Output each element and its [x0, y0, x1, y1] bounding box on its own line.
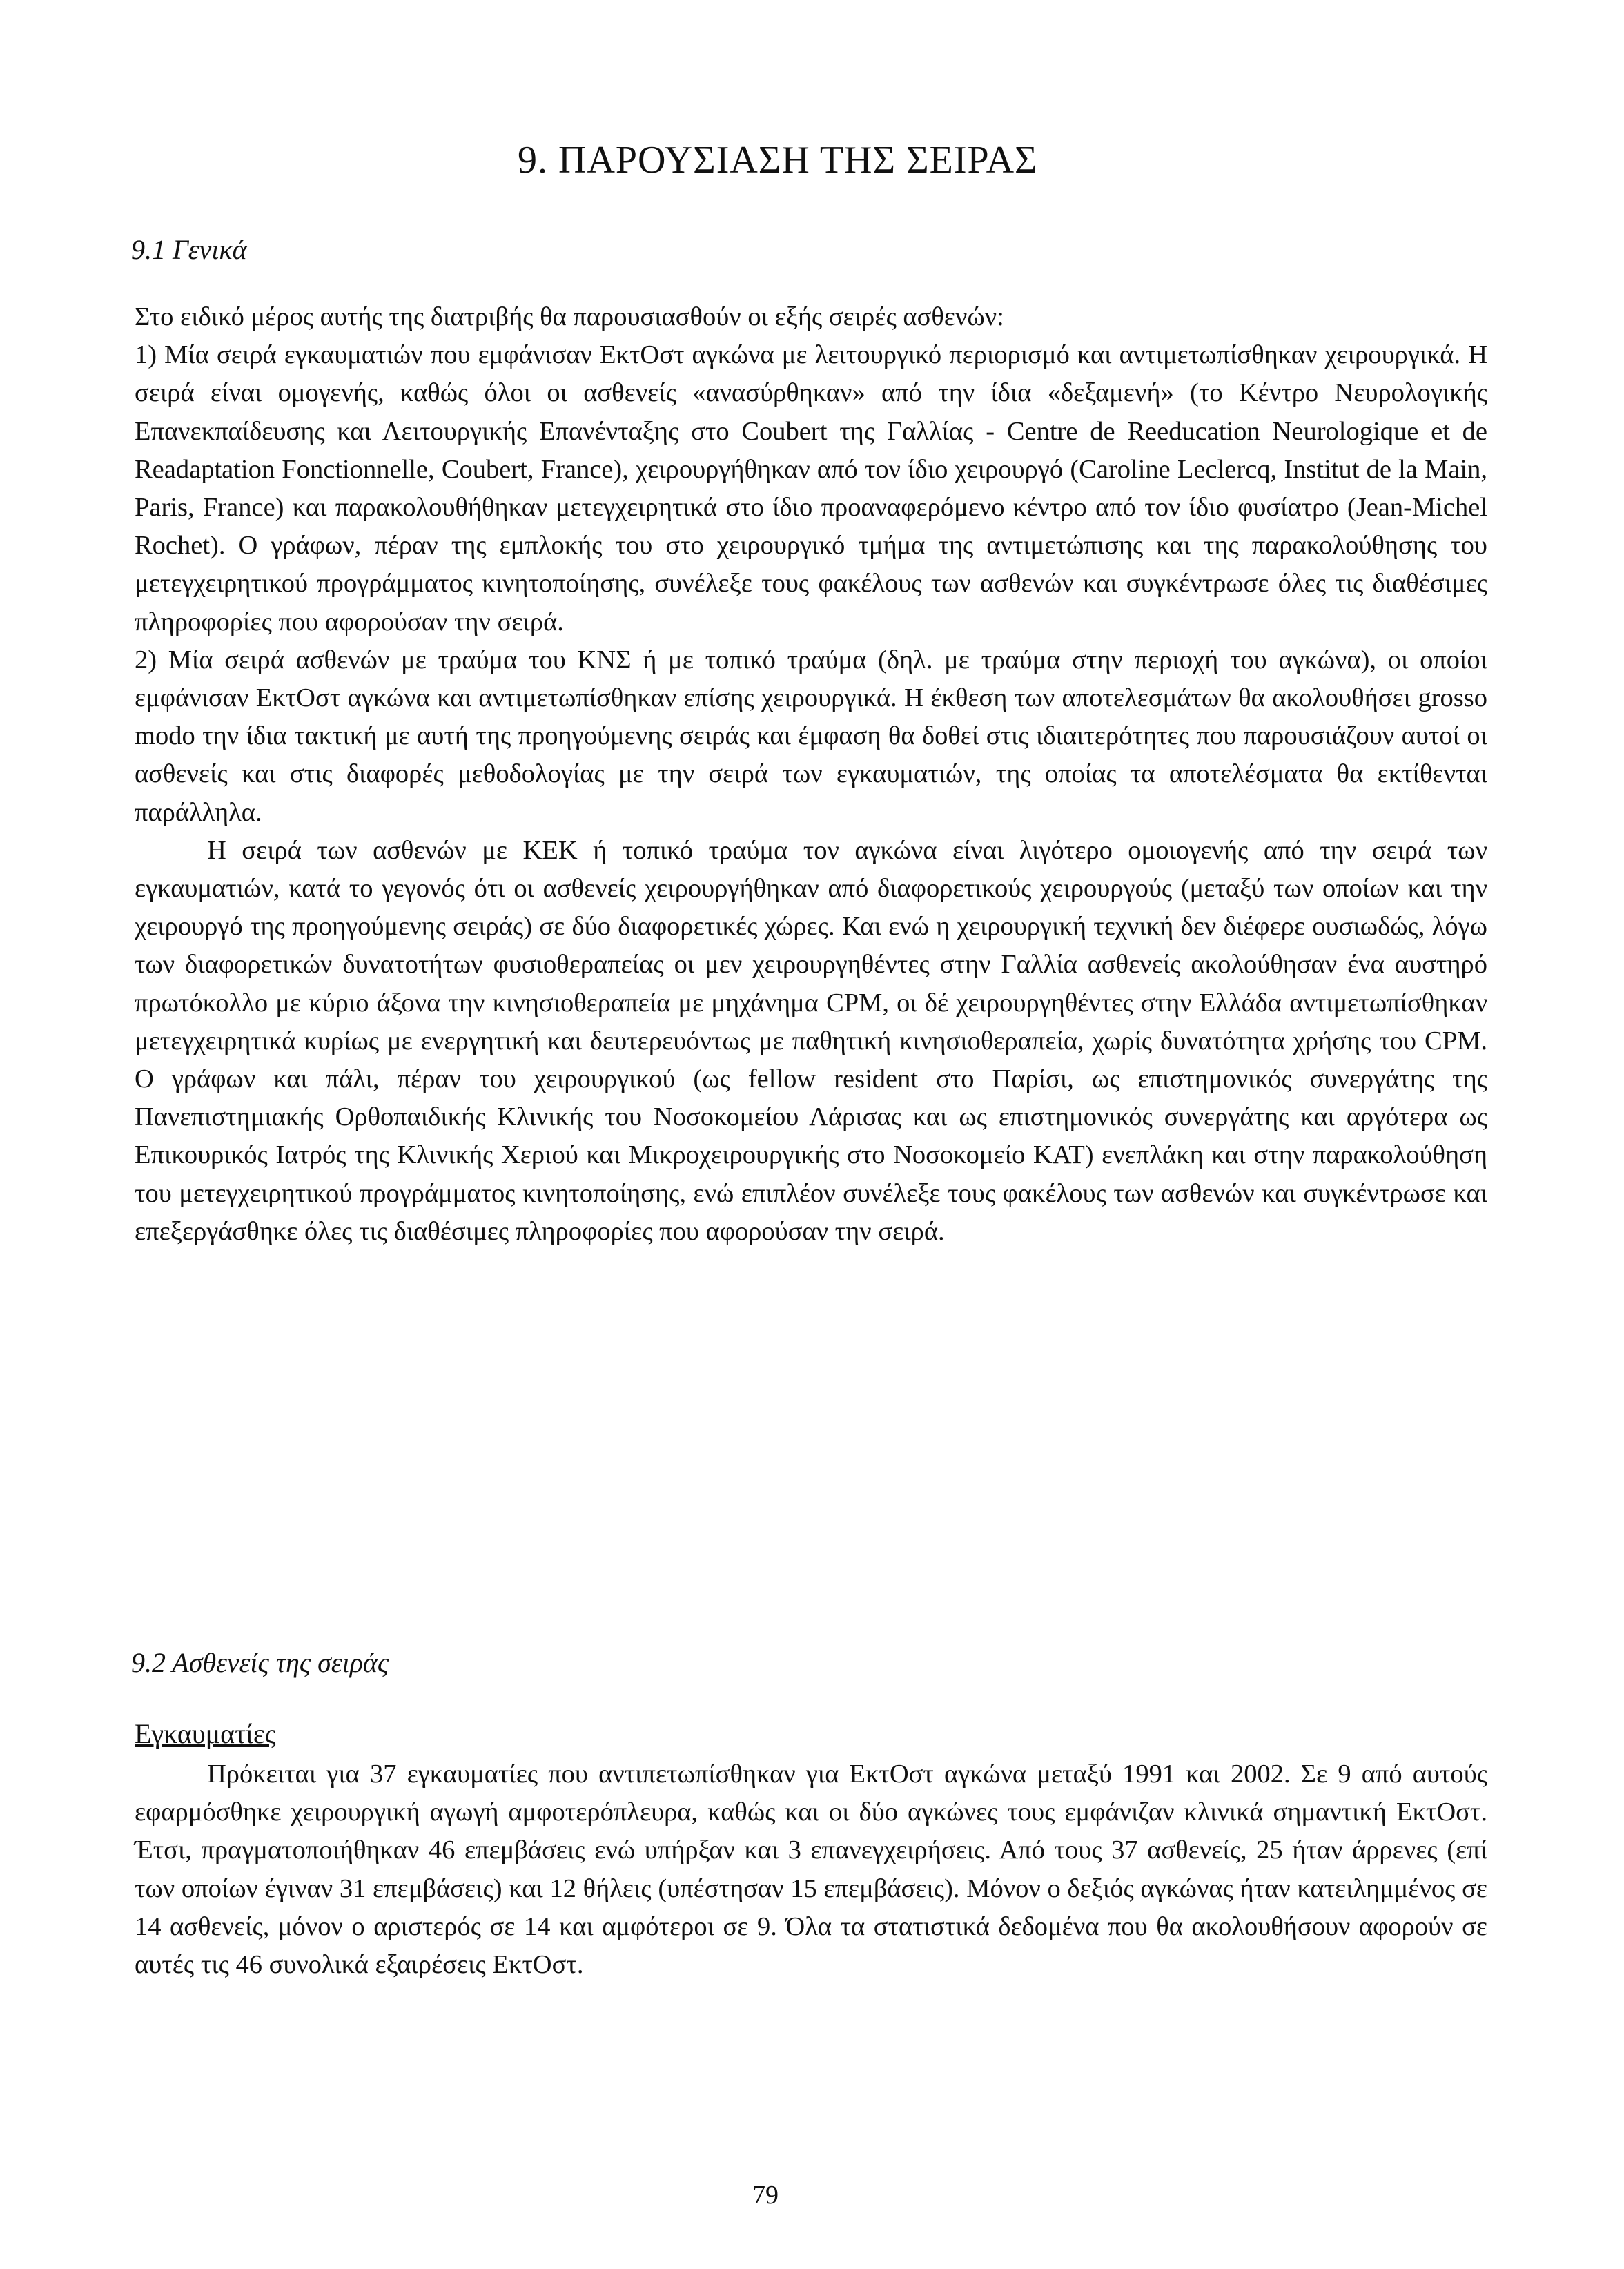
page-number: 79 — [752, 2181, 779, 2210]
paragraph: 1) Μία σειρά εγκαυματιών που εμφάνισαν ΕκτΟστ αγκώνα με λειτουργικό περιορισμό και αντιμετωπίσθηκαν χειρουργικά. Η σειρά είναι ομογενής, καθώς όλοι οι ασθενείς «ανασύρθηκαν» από την ίδια «δεξαμενή» (το Κέντρο Νευρολογικής Επανεκπαίδευσης και Λειτουργικής Επανένταξης στο Coubert της Γαλλίας - Centre de Reeducation Neurologique et de Readaptation Fonctionnelle, Coubert, France), χειρουργήθηκαν από τον ίδιο χειρουργό (Caroline Leclercq, Institut de la Main, Paris, France) και παρακολουθήθηκαν μετεγχειρητικά στο ίδιο προαναφερόμενο κέντρο από τον ίδιο φυσίατρο (Jean-Michel Rochet). Ο γράφων, πέραν της εμπλοκής του στο χειρουργικό τμήμα της αντιμετώπισης και της παρακολούθησης του μετεγχειρητικού προγράμματος κινητοποίησης, συνέλεξε τους φακέλους των ασθενών και συγκέντρωσε όλες τις διαθέσιμες πληροφορίες που αφορούσαν την σειρά. — [135, 340, 1487, 636]
paragraph: 2) Μία σειρά ασθενών με τραύμα του ΚΝΣ ή με τοπικό τραύμα (δηλ. με τραύμα στην περιοχή του αγκώνα), οι οποίοι εμφάνισαν ΕκτΟστ αγκώνα και αντιμετωπίσθηκαν επίσης χειρουργικά. Η έκθεση των αποτελεσμάτων θα ακολουθήσει grosso modo την ίδια τακτική με αυτή της προηγούμενης σειράς και έμφαση θα δοθεί στις ιδιαιτερότητες που παρουσιάζουν αυτοί οι ασθενείς και στις διαφορές μεθοδολογίας με την σειρά των εγκαυματιών, της οποίας τα αποτελέσματα θα εκτίθενται παράλληλα. — [135, 645, 1487, 827]
section-heading-general: 9.1 Γενικά — [131, 234, 247, 265]
chapter-title: 9. ΠΑΡΟΥΣΙΑΣΗ ΤΗΣ ΣΕΙΡΑΣ — [518, 139, 1038, 182]
section-patients-body — [135, 1755, 1487, 1984]
paragraph: Η σειρά των ασθενών με ΚΕΚ ή τοπικό τραύμα τον αγκώνα είναι λιγότερο ομοιογενής από την σειρά των εγκαυματιών, κατά το γεγονός ότι οι ασθενείς χειρουργήθηκαν από διαφορετικούς χειρουργούς (μεταξύ των οποίων και την χειρουργό της προηγούμενης σειράς) σε δύο διαφορετικές χώρες. Και ενώ η χειρουργική τεχνική δεν διέφερε ουσιωδώς, λόγω των διαφορετικών δυνατοτήτων φυσιοθεραπείας οι μεν χειρουργηθέντες στην Γαλλία ασθενείς ακολούθησαν ένα αυστηρό πρωτόκολλο με κύριο άξονα την κινησιοθεραπεία με μηχάνημα CPM, οι δέ χειρουργηθέντες στην Ελλάδα αντιμετωπίσθηκαν μετεγχειρητικά κυρίως με ενεργητική και δευτερευόντως με παθητική κινησιοθεραπεία, χωρίς δυνατότητα χρήσης του CPM. Ο γράφων και πάλι, πέραν του χειρουργικού (ως fellow resident στο Παρίσι, ως επιστημονικός συνεργάτης της Πανεπιστημιακής Ορθοπαιδικής Κλινικής του Νοσοκομείου Λάρισας και ως επιστημονικός συνεργάτης και αργότερα ως Επικουρικός Ιατρός της Κλινικής Χεριού και Μικροχειρουργικής στο Νοσοκομείο ΚΑΤ) ενεπλάκη και στην παρακολούθηση του μετεγχειρητικού προγράμματος κινητοποίησης, ενώ επιπλέον συνέλεξε τους φακέλους των ασθενών και συγκέντρωσε και επεξεργάσθηκε όλες τις διαθέσιμες πληροφορίες που αφορούσαν την σειρά. — [135, 835, 1487, 1246]
paragraph: Στο ειδικό μέρος αυτής της διατριβής θα παρουσιασθούν οι εξής σειρές ασθενών: — [135, 302, 1004, 331]
section-general-body — [135, 298, 1487, 1251]
paragraph: Πρόκειται για 37 εγκαυματίες που αντιπετωπίσθηκαν για ΕκτΟστ αγκώνα μεταξύ 1991 και 2002. Σε 9 από αυτούς εφαρμόσθηκε χειρουργική αγωγή αμφοτερόπλευρα, καθώς και οι δύο αγκώνες τους εμφάνιζαν κλινικά σημαντική ΕκτΟστ. Έτσι, πραγματοποιήθηκαν 46 επεμβάσεις ενώ υπήρξαν και 3 επανεγχειρήσεις. Από τους 37 ασθενείς, 25 ήταν άρρενες (επί των οποίων έγιναν 31 επεμβάσεις) και 12 θήλεις (υπέστησαν 15 επεμβάσεις). Μόνον ο δεξιός αγκώνας ήταν κατειλημμένος σε 14 ασθενείς, μόνον ο αριστερός σε 14 και αμφότεροι σε 9. Όλα τα στατιστικά δεδομένα που θα ακολουθήσουν αφορούν σε αυτές τις 46 συνολικά εξαιρέσεις ΕκτΟστ. — [135, 1760, 1487, 1980]
subheading-burn-patients: Εγκαυματίες — [135, 1718, 276, 1749]
section-heading-patients: 9.2 Ασθενείς της σειράς — [131, 1647, 389, 1678]
